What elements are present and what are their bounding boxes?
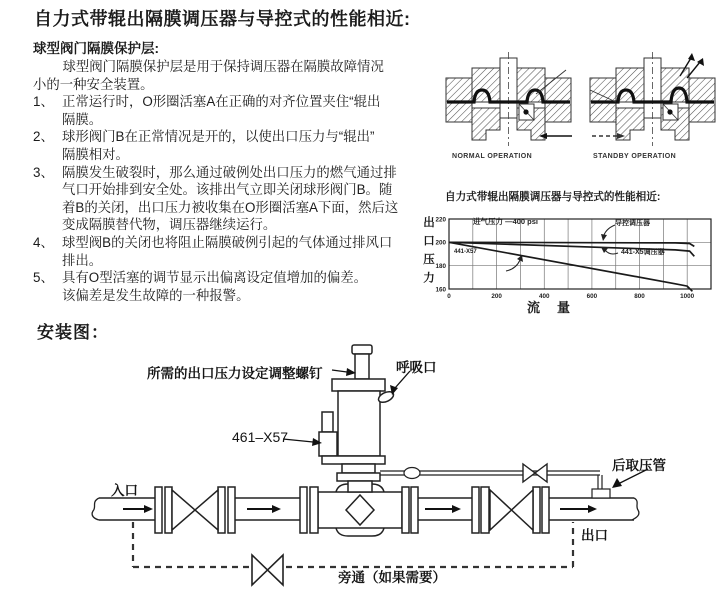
series-label-pilot-regulator: 导控调压器 [615,220,650,227]
list-item-line: 变成隔膜替代物，调压器继续运行。 [62,217,277,233]
breather-port-label: 呼吸口 [396,360,437,375]
list-item-line: 该偏差是发生故障的一种报警。 [62,287,250,303]
list-item-number: 5、 [33,270,54,286]
bypass-valve [252,555,283,585]
list-item-line: 隔膜相对。 [62,146,129,162]
model-number-label: 461–X57 [232,429,289,445]
list-item-body [62,164,398,234]
list-item-number: 4、 [33,234,54,250]
svg-text:220: 220 [435,216,446,224]
adjusting-screw [352,345,372,354]
regulator-actuator [319,345,395,492]
svg-text:600: 600 [586,293,598,300]
svg-text:160: 160 [435,286,446,294]
performance-chart [418,205,720,305]
svg-text:0: 0 [447,293,451,300]
standby-operation-caption: STANDBY OPERATION [593,153,677,160]
list-item [33,128,435,163]
chart-title: 自力式带辊出隔膜调压器与导控式的性能相近: [445,191,661,203]
list-item-line: 隔膜。 [62,111,103,127]
chart-gridlines [449,219,711,289]
side-cylinder [322,412,333,432]
list-item-body [62,128,374,163]
list-item-body [62,234,392,269]
list-item-line: 着B的关闭，出口压力被收集在O形圈活塞A下面，然后这 [62,199,399,215]
page-title: 自力式带辊出隔膜调压器与导控式的性能相近: [34,9,411,29]
pipe-break-mark [632,498,639,520]
svg-text:180: 180 [435,262,446,270]
list-item [33,234,435,269]
list-item-body [62,93,380,128]
list-item-line: 具有O型活塞的调节显示出偏离设定值增加的偏差。 [62,270,368,286]
intro-line: 小的一种安全装置。 [33,76,154,92]
line-fitting [404,468,420,479]
list-item [33,93,435,128]
chart-x-axis-label: 流 量 [527,300,573,315]
normal-operation-figure [446,52,572,146]
downstream-tap-label: 后取压管 [612,458,666,473]
list-item-line: 球形阀门B在正常情况是开的，以使出口压力与“辊出” [62,129,375,145]
series-label-441x5-regulator: 441-X5调压器 [621,249,665,256]
inlet-block-valve [172,490,218,530]
chart-plot-border [449,219,711,289]
svg-text:200: 200 [491,293,502,300]
inlet-label: 入口 [111,483,138,498]
outlet-block-valve [490,490,533,530]
list-item-line: 隔膜发生破裂时，那么通过破例处出口压力的燃气通过排 [62,164,397,180]
list-item [33,269,435,304]
list-item-line: 正常运行时，O形圈活塞A在正确的对齐位置夹住“辊出 [62,94,381,110]
adjusting-screw-shaft [355,354,369,379]
chart-y-axis-label: 出口压力 [422,216,434,290]
svg-text:800: 800 [634,293,645,300]
chart-tick-labels [435,216,694,300]
list-item-line: 气口开始排到安全处。该排出气立即关闭球形阀门B。随 [62,182,393,198]
adjusting-screw-label: 所需的出口压力设定调整螺钉 [147,366,323,381]
list-item-number: 1、 [33,94,54,110]
bypass-label: 旁通（如果需要） [338,570,446,585]
list-item-number: 3、 [33,164,54,180]
intro-paragraph [33,58,435,76]
section-heading: 球型阀门隔膜保护层: [33,41,159,56]
pressure-tap-fitting [592,489,610,498]
side-cylinder-body [319,432,337,456]
chart-annotation-inlet-pressure: 进气压力 —400 psi [473,217,539,226]
install-heading: 安装图： [37,323,109,342]
standby-operation-figure [590,52,715,146]
list-item-number: 2、 [33,129,54,145]
list-item [33,164,435,234]
body-text-block [33,58,435,304]
svg-text:200: 200 [435,239,446,247]
svg-text:400: 400 [539,293,550,300]
normal-operation-caption: NORMAL OPERATION [452,153,533,160]
cross-section-figures [438,46,724,150]
list-item-line: 排出。 [62,252,103,268]
outlet-label: 出口 [581,528,608,543]
sensing-line-valve [523,464,547,482]
list-item-line: 球型阀B的关闭也将阻止隔膜破例引起的气体通过排风口 [62,234,393,250]
spring-case [338,391,380,456]
svg-text:1000: 1000 [680,293,695,300]
chart-annotation-441x57: 441-X57 [454,249,477,255]
intro-line: 球型阀门隔膜保护层是用于保持调压器在隔膜故障情况 [62,59,384,74]
list-item-body [62,269,367,304]
pipe-break-mark [92,498,99,520]
